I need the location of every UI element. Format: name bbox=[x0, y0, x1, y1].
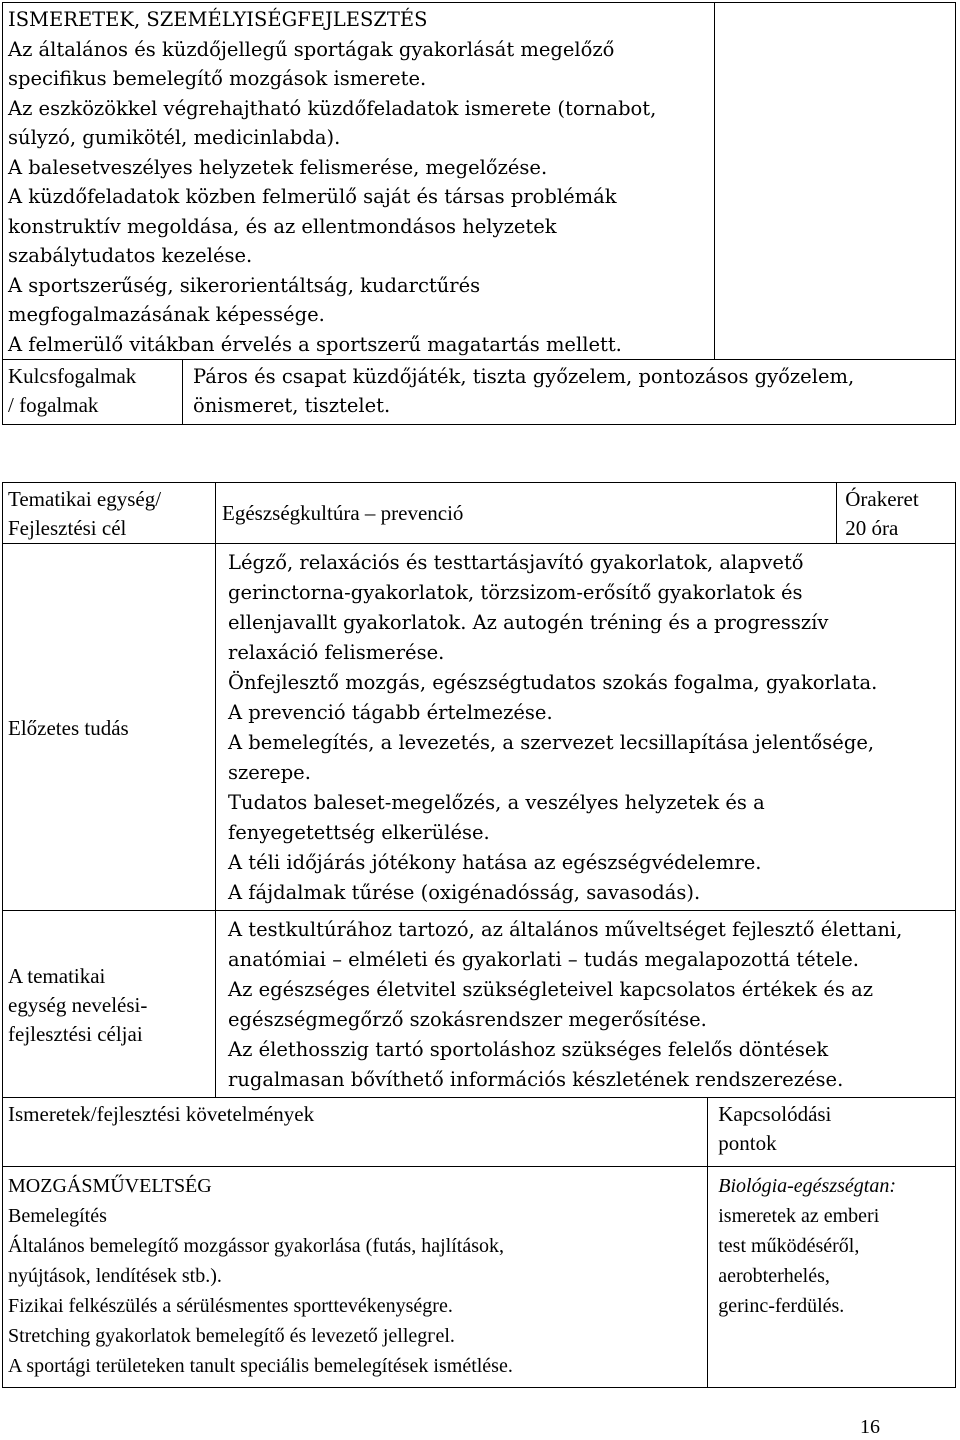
text-line: A felmerülő vitákban érvelés a sportszerű magatartás mellett. bbox=[8, 332, 622, 356]
kulcsfogalmak-label: Kulcsfogalmak / fogalmak bbox=[3, 360, 183, 425]
text-line: nyújtások, lendítések stb.). bbox=[8, 1265, 222, 1287]
text-line: specifikus bemelegítő mozgások ismerete. bbox=[8, 67, 427, 90]
kapcsolodasi-subject: Biológia-egészségtan: bbox=[718, 1175, 896, 1197]
text-line: Az egészséges életvitel szükségleteivel kapcsolatos értékek és az bbox=[228, 978, 873, 1001]
text-line: A balesetveszélyes helyzetek felismerése, megelőzése. bbox=[8, 155, 548, 179]
orakeret-label: Órakeret bbox=[845, 487, 919, 511]
table-row bbox=[3, 1167, 956, 1388]
table-row bbox=[3, 483, 956, 544]
orakeret-cell bbox=[837, 483, 956, 544]
text-line: Önfejlesztő mozgás, egészségtudatos szokás fogalma, gyakorlata. bbox=[228, 671, 878, 694]
text-line: Bemelegítés bbox=[8, 1205, 107, 1227]
kapcsolodasi-content bbox=[708, 1167, 956, 1388]
table-row bbox=[3, 3, 956, 360]
kapcsolodasi-header: Kapcsolódási pontok bbox=[708, 1098, 956, 1167]
text-line: ISMERETEK, SZEMÉLYISÉGFEJLESZTÉS bbox=[8, 8, 428, 31]
text-line: súlyzó, gumikötél, medicinlabda). bbox=[8, 126, 341, 149]
text-line: relaxáció felismerése. bbox=[228, 641, 445, 664]
text-line: Az általános és küzdőjellegű sportágak gyakorlását megelőző bbox=[8, 37, 615, 61]
text-line: A bemelegítés, a levezetés, a szervezet lecsillapítása jelentősége, bbox=[228, 731, 875, 754]
text-line: Stretching gyakorlatok bemelegítő és levezető jellegгel. bbox=[8, 1325, 455, 1347]
text-line: A sportszerűség, sikerorientáltság, kudarctűrés bbox=[8, 273, 481, 297]
text-line: Fizikai felkészülés a sérülésmentes sporttevékenységre. bbox=[8, 1295, 453, 1317]
kapcsolodasi-text: ismeretek az emberi test működéséről, aerobterhelés, gerinc-ferdülés. bbox=[718, 1205, 880, 1317]
unit-title: Egészségkultúra – prevenció bbox=[216, 483, 837, 544]
text-line: fenyegetettség elkerülése. bbox=[228, 821, 490, 844]
empty-cell bbox=[715, 3, 956, 360]
text-line: A sportági területeken tanult speciális bemelegítések ismétlése. bbox=[8, 1355, 513, 1377]
text-line: rugalmasan bővíthető információs készletének rendszerezése. bbox=[228, 1068, 844, 1091]
text-line: anatómiai – elméleti és gyakorlati – tudás megalapozottá tétele. bbox=[228, 948, 859, 971]
elozetes-tudas-label: Előzetes tudás bbox=[3, 544, 216, 911]
ismeretek-cell bbox=[3, 3, 715, 360]
text-line: A prevenció tágabb értelmezése. bbox=[228, 701, 553, 724]
text-line: megfogalmazásának képessége. bbox=[8, 303, 325, 326]
text-line: A téli időjárás jótékony hatása az egészségvédelemre. bbox=[228, 851, 762, 874]
table-row bbox=[3, 360, 956, 425]
text-line: Általános bemelegítő mozgássor gyakorlása (futás, hajlítások, bbox=[8, 1235, 504, 1257]
text-line: Az élethosszig tartó sportoláshoz szükséges felelős döntések bbox=[228, 1038, 829, 1061]
table-tematikai-egyseg bbox=[2, 482, 956, 1388]
text-line: szabálytudatos kezelése. bbox=[8, 244, 253, 267]
text-line: A testkultúrához tartozó, az általános műveltséget fejlesztő élettani, bbox=[228, 918, 903, 941]
table-row bbox=[3, 544, 956, 911]
text-line: Légző, relaxációs és testtartásjavító gyakorlatok, alapvető bbox=[228, 551, 804, 574]
text-line: egészségmegőrző szokásrendszer megerősítése. bbox=[228, 1008, 707, 1031]
requirements-header: Ismeretek/fejlesztési követelmények bbox=[3, 1098, 708, 1167]
requirements-content bbox=[3, 1167, 708, 1388]
text-line: szerepe. bbox=[228, 761, 311, 784]
tematikai-egyseg-label: Tematikai egység/ Fejlesztési cél bbox=[3, 483, 216, 544]
text-line: Tudatos baleset-megelőzés, a veszélyes helyzetek és a bbox=[228, 791, 765, 814]
text-line: A küzdőfeladatok közben felmerülő saját és társas problémák bbox=[8, 185, 617, 208]
table-row bbox=[3, 1098, 956, 1167]
page-number: 16 bbox=[860, 1416, 880, 1438]
celok-label: A tematikai egység nevelési- fejlesztési céljai bbox=[3, 911, 216, 1098]
text-line: konstruktív megoldása, és az ellentmondásos helyzetek bbox=[8, 214, 557, 238]
text-line: MOZGÁSMŰVELTSÉG bbox=[8, 1175, 212, 1197]
kulcsfogalmak-value: Páros és csapat küzdőjáték, tiszta győzelem, pontozásos győzelem, önismeret, tisztelet. bbox=[183, 360, 956, 425]
text-line: ellenjavallt gyakorlatok. Az autogén tréning és a progresszív bbox=[228, 611, 829, 634]
text-line: A fájdalmak tűrése (oxigénadósság, savasodás). bbox=[228, 881, 701, 904]
table-ismeretek bbox=[2, 2, 956, 425]
elozetes-tudas-content bbox=[216, 544, 956, 911]
orakeret-value: 20 óra bbox=[845, 516, 899, 540]
text-line: Az eszközökkel végrehajtható küzdőfeladatok ismerete (tornabot, bbox=[8, 96, 657, 120]
celok-content bbox=[216, 911, 956, 1098]
table-row bbox=[3, 911, 956, 1098]
text-line: gerinctorna-gyakorlatok, törzsizom-erősítő gyakorlatok és bbox=[228, 581, 803, 604]
